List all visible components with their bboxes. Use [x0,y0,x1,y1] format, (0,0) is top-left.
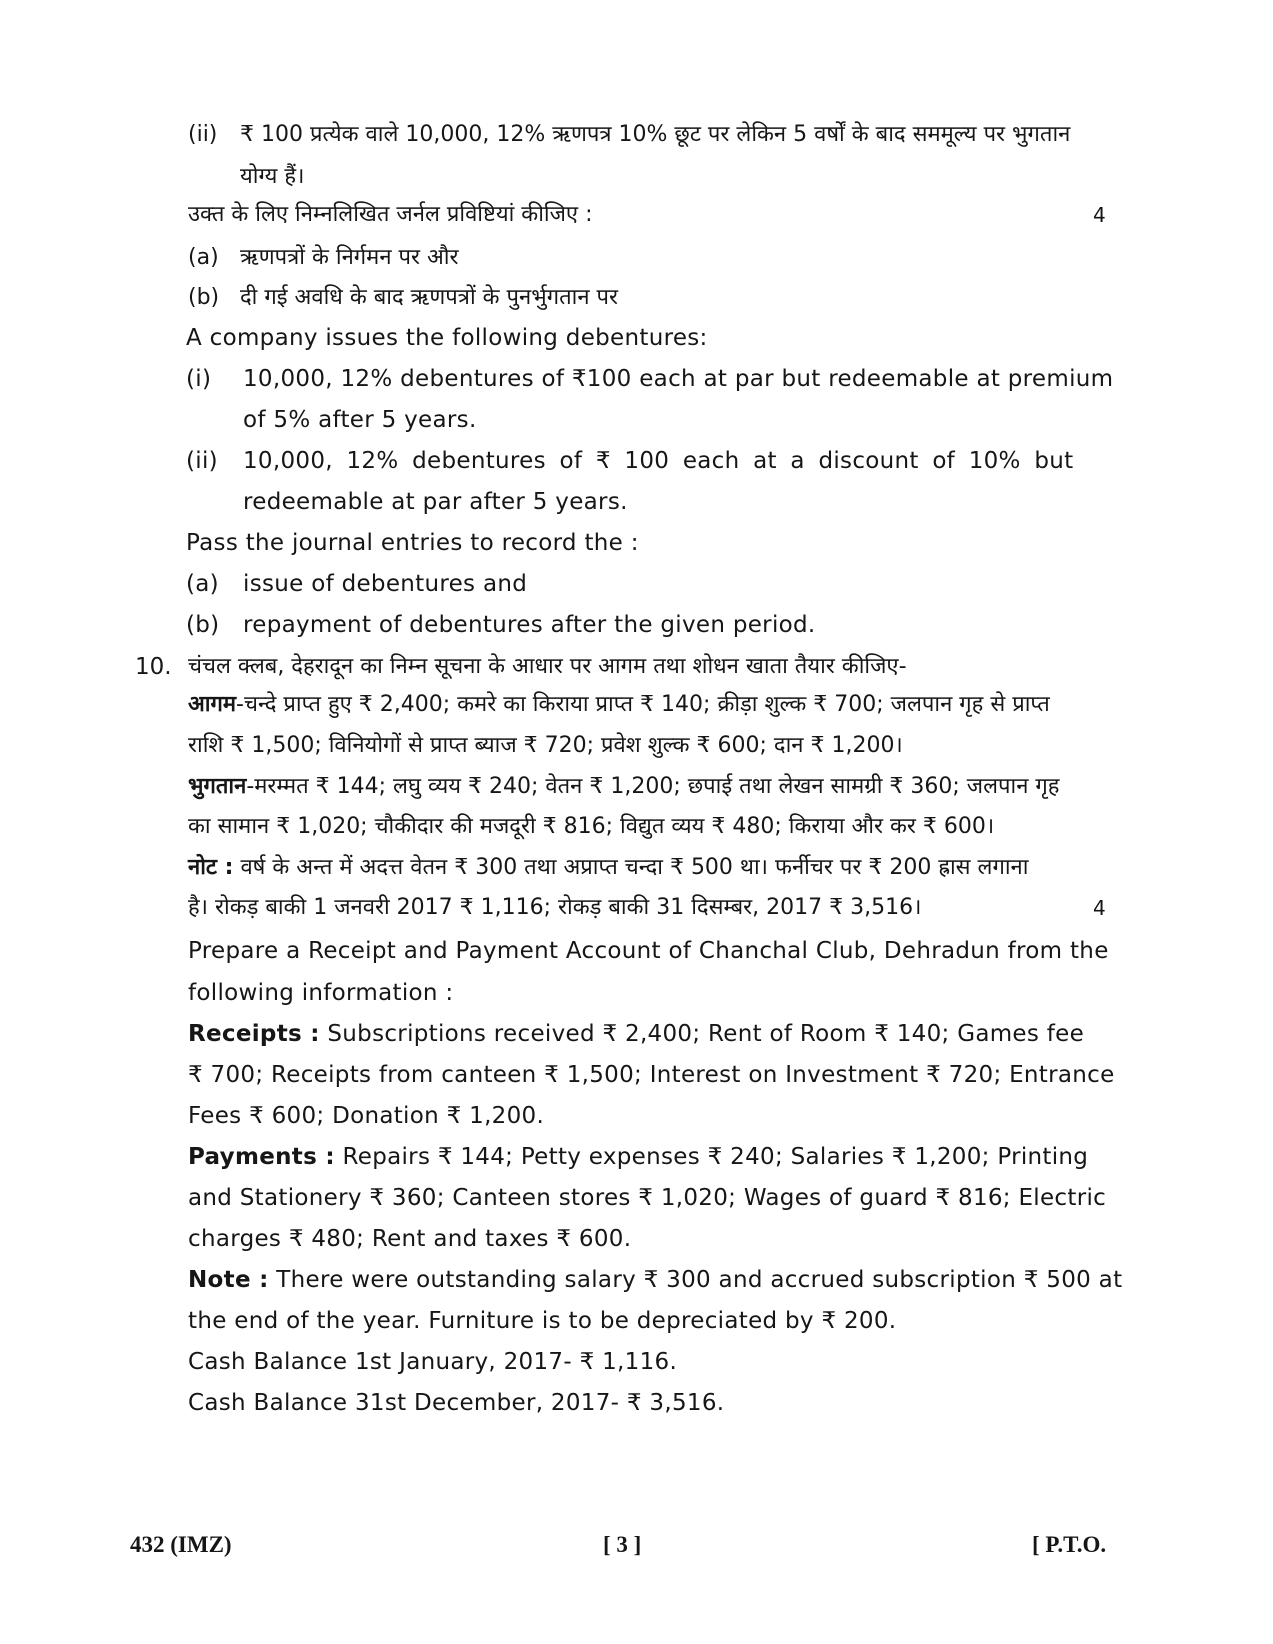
q10-hindi-receipts-line2: राशि ₹ 1,500; विनियोगों से प्राप्त ब्याज ₹ 720; प्रवेश शुल्क ₹ 600; दान ₹ 1,200। [188,733,903,758]
q9-hindi-ii-line1: ₹ 100 प्रत्येक वाले 10,000, 12% ऋणपत्र 10% छूट पर लेकिन 5 वर्षों के बाद सममूल्य पर भुगतान [240,122,1071,147]
q9-hindi-a-marker: (a) [188,245,219,270]
q9-english-intro: A company issues the following debentures: [186,325,708,351]
q10-hindi-note-row [188,853,1028,883]
q9-english-a-text: issue of debentures and [243,571,528,597]
q10-english-payments-line1: Repairs ₹ 144; Petty expenses ₹ 240; Salaries ₹ 1,200; Printing [342,1144,1089,1170]
q9-english-b-marker: (b) [186,612,220,638]
q10-english-cash-opening: Cash Balance 1st January, 2017- ₹ 1,116. [188,1349,678,1375]
q10-english-intro-line1: Prepare a Receipt and Payment Account of Chanchal Club, Dehradun from the [188,938,1109,964]
q10-english-receipts-line3: Fees ₹ 600; Donation ₹ 1,200. [188,1103,545,1129]
q10-english-receipts-row [188,1019,1084,1049]
q10-number: 10. [135,654,172,680]
q9-hindi-a-text: ऋणपत्रों के निर्गमन पर और [240,245,459,270]
q9-hindi-ii-row [188,120,217,150]
q10-marks: 4 [1093,896,1106,920]
q9-hindi-ii-line2: योग्य हैं। [240,164,305,189]
q9-english-ii-line2: redeemable at par after 5 years. [243,489,628,515]
q10-english-intro-line2: following information : [188,980,454,1006]
q9-english-ii-line1: 10,000, 12% debentures of ₹ 100 each at a discount of 10% but [243,448,1074,474]
q10-english-payments-label: Payments : [188,1144,335,1170]
q9-marks: 4 [1093,203,1106,227]
q9-english-i-line1: 10,000, 12% debentures of ₹100 each at par but redeemable at premium [243,366,1114,392]
q10-hindi-line1: चंचल क्लब, देहरादून का निम्न सूचना के आधार पर आगम तथा शोधन खाता तैयार कीजिए- [188,654,907,679]
q10-hindi-payments-line1: -मरम्मत ₹ 144; लघु व्यय ₹ 240; वेतन ₹ 1,200; छपाई तथा लेखन सामग्री ₹ 360; जलपान गृह [246,774,1060,799]
q9-english-b-text: repayment of debentures after the given period. [243,612,816,638]
q10-english-receipts-label: Receipts : [188,1021,320,1047]
q10-hindi-payments-line2: का सामान ₹ 1,020; चौकीदार की मजदूरी ₹ 816; विद्युत व्यय ₹ 480; किराया और कर ₹ 600। [188,814,995,839]
q10-english-payments-line2: and Stationery ₹ 360; Canteen stores ₹ 1,020; Wages of guard ₹ 816; Electric [188,1185,1107,1211]
q9-hindi-b-text: दी गई अवधि के बाद ऋणपत्रों के पुनर्भुगतान पर [240,285,619,310]
q10-english-receipts-line1: Subscriptions received ₹ 2,400; Rent of Room ₹ 140; Games fee [327,1021,1085,1047]
q10-english-cash-closing: Cash Balance 31st December, 2017- ₹ 3,516. [188,1390,725,1416]
q10-hindi-payments-row [188,772,1059,802]
q10-hindi-note-line1: वर्ष के अन्त में अदत्त वेतन ₹ 300 तथा अप्राप्त चन्दा ₹ 500 था। फर्नीचर पर ₹ 200 ह्रास लगाना [240,855,1029,880]
q9-english-i-line2: of 5% after 5 years. [243,407,477,433]
q10-english-note-line2: the end of the year. Furniture is to be depreciated by ₹ 200. [188,1308,897,1334]
q9-english-a-marker: (a) [186,571,219,597]
q10-hindi-receipts-label: आगम [188,692,237,717]
q9-hindi-b-marker: (b) [188,285,220,310]
footer-page-number: [ 3 ] [603,1532,642,1557]
q10-english-note-label: Note : [188,1267,269,1293]
q10-hindi-note-line2: है। रोकड़ बाकी 1 जनवरी 2017 ₹ 1,116; रोकड़ बाकी 31 दिसम्बर, 2017 ₹ 3,516। [188,895,922,920]
q10-english-note-line1: There were outstanding salary ₹ 300 and accrued subscription ₹ 500 at [276,1267,1123,1293]
q10-english-payments-row [188,1142,1088,1172]
q9-hindi-instruction: उक्त के लिए निम्नलिखित जर्नल प्रविष्टियां कीजिए : [188,202,593,227]
q10-english-receipts-line2: ₹ 700; Receipts from canteen ₹ 1,500; Interest on Investment ₹ 720; Entrance [188,1062,1115,1088]
q10-english-payments-line3: charges ₹ 480; Rent and taxes ₹ 600. [188,1226,632,1252]
q10-hindi-receipts-row [188,690,1050,720]
q9-english-ii-marker: (ii) [186,448,218,474]
footer-code: 432 (IMZ) [130,1532,232,1557]
footer-pto: [ P.T.O. [1032,1532,1107,1557]
q9-english-instruction: Pass the journal entries to record the : [186,530,639,556]
q10-hindi-receipts-line1: -चन्दे प्राप्त हुए ₹ 2,400; कमरे का किराया प्राप्त ₹ 140; क्रीड़ा शुल्क ₹ 700; जलपान गृह से प्राप्त [236,692,1050,717]
q9-hindi-ii-marker: (ii) [188,122,218,147]
q10-hindi-note-label: नोट : [188,855,234,880]
q9-english-i-marker: (i) [186,366,212,392]
q10-english-note-row [188,1265,1122,1295]
q10-hindi-payments-label: भुगतान [188,774,247,799]
